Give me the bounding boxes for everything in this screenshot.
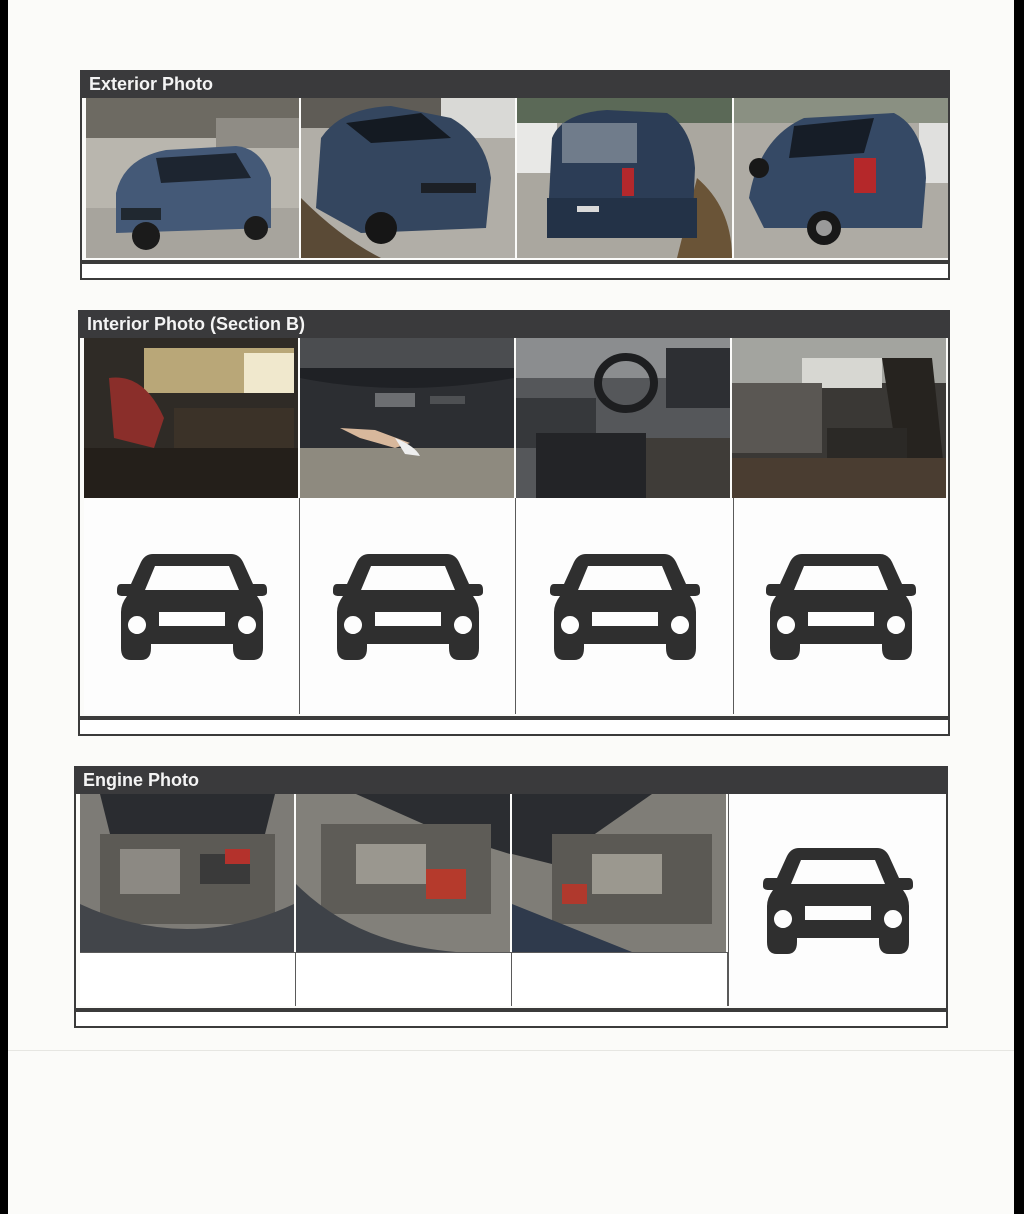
exterior-caption-row <box>80 262 950 280</box>
document-page <box>8 0 1014 1214</box>
interior-photo-frame <box>78 338 950 718</box>
exterior-photo-3 <box>517 98 732 258</box>
exterior-section <box>80 70 950 282</box>
exterior-photo-4 <box>734 98 948 258</box>
engine-photo-1 <box>80 794 294 952</box>
engine-caption-cell-3 <box>512 952 728 1006</box>
car-icon <box>117 548 267 662</box>
engine-placeholder-1 <box>728 794 946 1006</box>
interior-section <box>78 310 950 738</box>
exterior-section-title: Exterior Photo <box>80 70 950 98</box>
engine-photo-2 <box>296 794 510 952</box>
interior-placeholder-4 <box>734 498 948 714</box>
interior-photo-4 <box>732 338 946 498</box>
interior-section-title: Interior Photo (Section B) <box>78 310 950 338</box>
interior-placeholder-2 <box>300 498 516 714</box>
interior-caption-row <box>78 718 950 736</box>
engine-section <box>74 766 948 1030</box>
car-icon <box>550 548 700 662</box>
engine-photo-3 <box>512 794 726 952</box>
engine-photo-frame <box>74 794 948 1010</box>
car-icon <box>766 548 916 662</box>
car-icon <box>333 548 483 662</box>
engine-caption-cell-2 <box>296 952 512 1006</box>
interior-placeholder-1 <box>84 498 300 714</box>
interior-placeholder-3 <box>516 498 734 714</box>
engine-section-title: Engine Photo <box>74 766 948 794</box>
exterior-photo-1 <box>86 98 299 258</box>
car-icon <box>763 842 913 956</box>
page-fold-line <box>8 1050 1014 1051</box>
engine-caption-row <box>74 1010 948 1028</box>
engine-caption-cell-1 <box>80 952 296 1006</box>
exterior-photo-frame <box>80 98 950 262</box>
exterior-photo-2 <box>301 98 515 258</box>
interior-photo-2 <box>300 338 514 498</box>
interior-photo-3 <box>516 338 730 498</box>
interior-photo-1 <box>84 338 298 498</box>
